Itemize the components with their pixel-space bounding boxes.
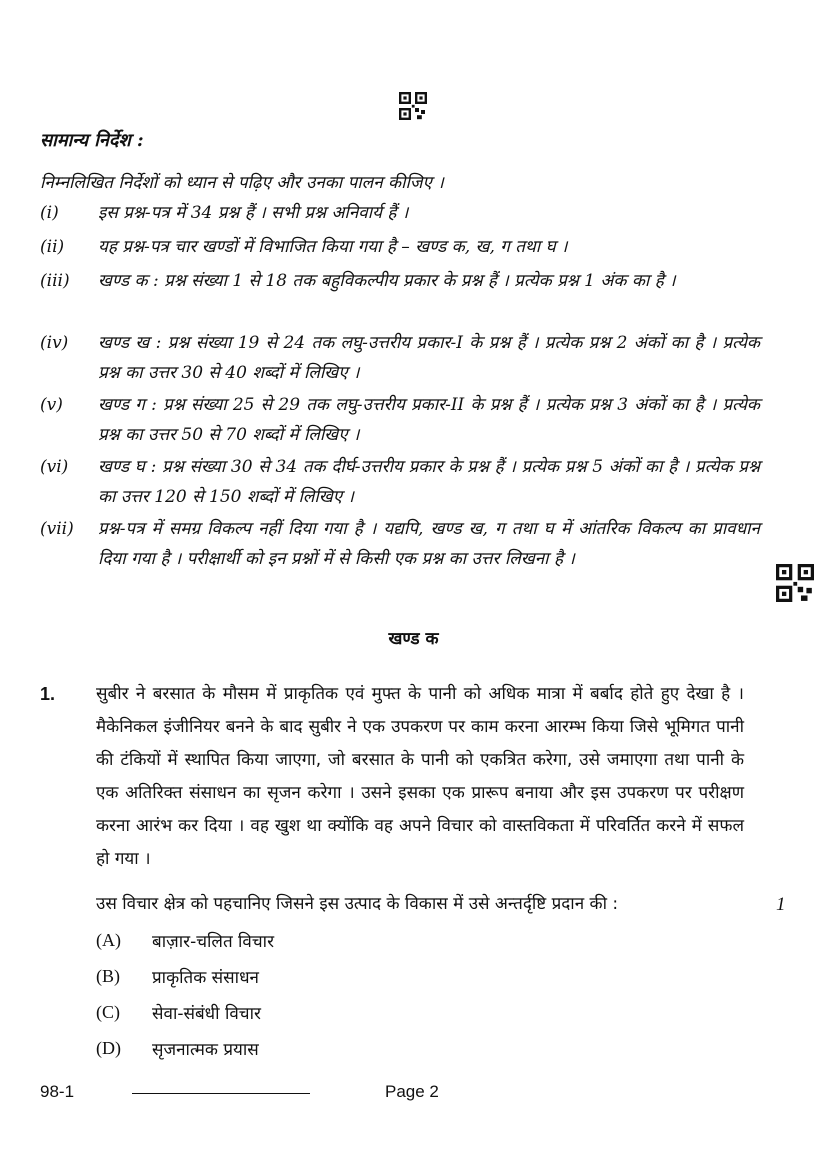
- instructions-intro: निम्नलिखित निर्देशों को ध्यान से पढ़िए और उनका पालन कीजिए ।: [40, 173, 444, 193]
- instructions-heading: सामान्य निर्देश :: [40, 130, 144, 151]
- instruction-text: खण्ड घ : प्रश्न संख्या 30 से 34 तक दीर्घ-उत्तरीय प्रकार के प्रश्न हैं । प्रत्येक प्रश्न 5 अंकों का है । प्रत्येक प्रश्न का उत्तर 120 से 150 शब्दों में लिखिए ।: [98, 457, 760, 507]
- question-number: 1.: [40, 684, 56, 704]
- option-text: सेवा-संबंधी विचार: [152, 1004, 261, 1024]
- footer-divider: [132, 1093, 310, 1094]
- instruction-text: खण्ड ख : प्रश्न संख्या 19 से 24 तक लघु-उत्तरीय प्रकार-I के प्रश्न हैं । प्रत्येक प्रश्न 2 अंकों का है । प्रत्येक प्रश्न का उत्तर 30 से 40 शब्दों में लिखिए ।: [98, 333, 760, 383]
- qr-code-right: [776, 564, 814, 602]
- instruction-text: प्रश्न-पत्र में समग्र विकल्प नहीं दिया गया है । यद्यपि, खण्ड ख, ग तथा घ में आंतरिक विकल्प का प्रावधान दिया गया है । परीक्षार्थी को इन प्रश्नों में से किसी एक प्रश्न का उत्तर लिखना है ।: [98, 519, 760, 569]
- instruction-number: (ii): [40, 237, 65, 257]
- instruction-number: (iii): [40, 271, 70, 291]
- question-text: सुबीर ने बरसात के मौसम में प्राकृतिक एवं मुफ्त के पानी को अधिक मात्रा में बर्बाद होते हुए देखा है । मैकेनिकल इंजीनियर बनने के बाद सुबीर ने एक उपकरण पर काम करना आरम्भ किया जिसे भूमिगत पानी की टंकियों में स्थापित किया जाएगा, जो बरसात के पानी को एकत्रित करेगा, उसे जमाएगा तथा पानी के एक अतिरिक्त संसाधन का सृजन करेगा । उसने इसका एक प्रारूप बनाया और इस उपकरण पर परीक्षण करना आरंभ कर दिया । वह खुश था क्योंकि वह अपने विचार को वास्तविकता में परिवर्तित करने में सफल हो गया ।: [96, 684, 744, 869]
- instruction-text: यह प्रश्न-पत्र चार खण्डों में विभाजित किया गया है – खण्ड क, ख, ग तथा घ ।: [98, 237, 568, 257]
- instruction-number: (iv): [40, 333, 69, 353]
- paper-code: 98-1: [40, 1082, 75, 1101]
- instruction-text: खण्ड ग : प्रश्न संख्या 25 से 29 तक लघु-उत्तरीय प्रकार-II के प्रश्न हैं । प्रत्येक प्रश्न 3 अंकों का है । प्रत्येक प्रश्न का उत्तर 50 से 70 शब्दों में लिखिए ।: [98, 395, 760, 445]
- instruction-number: (vii): [40, 519, 74, 539]
- page-number: Page 2: [385, 1082, 439, 1101]
- option-text: बाज़ार-चलित विचार: [152, 932, 275, 952]
- qr-code-top: [399, 92, 427, 120]
- instruction-number: (vi): [40, 457, 69, 477]
- instruction-number: (i): [40, 203, 59, 223]
- question-marks: 1: [776, 894, 786, 915]
- option-letter: (D): [96, 1038, 121, 1058]
- instruction-number: (v): [40, 395, 63, 415]
- option-letter: (B): [96, 966, 120, 986]
- option-text: प्राकृतिक संसाधन: [152, 968, 259, 988]
- section-title: खण्ड क: [388, 629, 439, 649]
- option-letter: (C): [96, 1002, 120, 1022]
- option-text: सृजनात्मक प्रयास: [152, 1040, 259, 1060]
- question-prompt: उस विचार क्षेत्र को पहचानिए जिसने इस उत्पाद के विकास में उसे अन्तर्दृष्टि प्रदान की :: [96, 894, 619, 914]
- option-letter: (A): [96, 930, 121, 950]
- instruction-text: इस प्रश्न-पत्र में 34 प्रश्न हैं । सभी प्रश्न अनिवार्य हैं ।: [98, 203, 409, 223]
- instruction-text: खण्ड क : प्रश्न संख्या 1 से 18 तक बहुविकल्पीय प्रकार के प्रश्न हैं । प्रत्येक प्रश्न 1 अंक का है ।: [98, 271, 676, 291]
